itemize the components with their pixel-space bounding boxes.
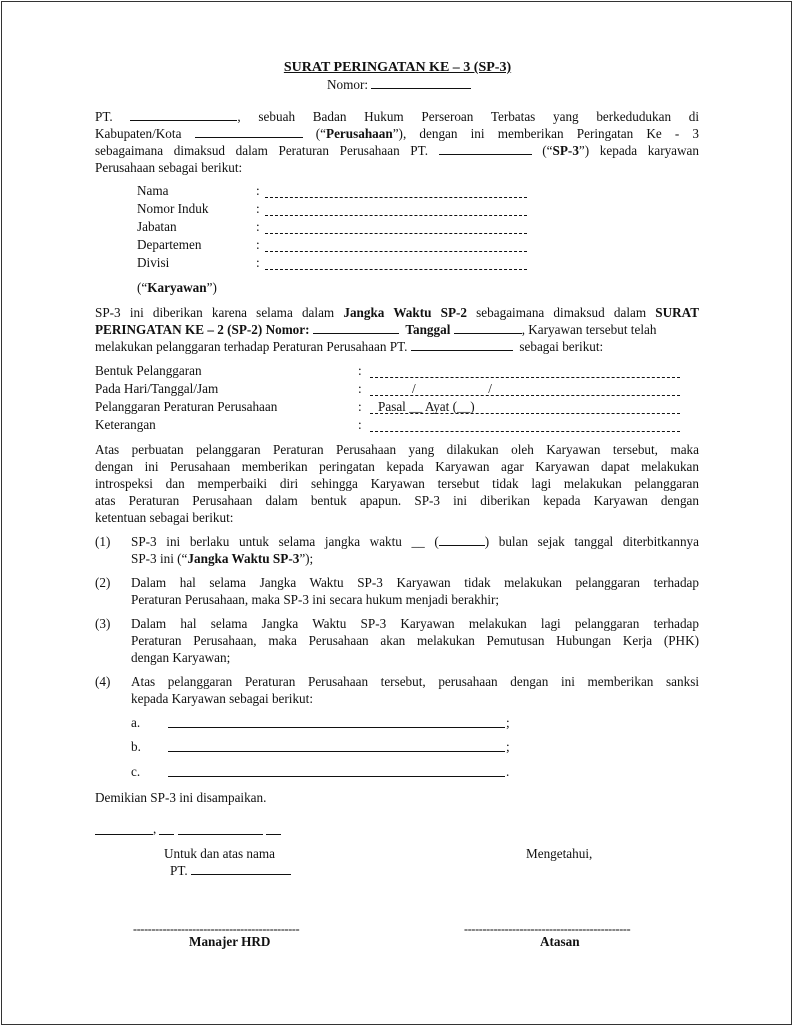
term-3-line-2: Peraturan Perusahaan, maka Perusahaan akan melakukan Pemutusan Hubungan Kerja (PHK) xyxy=(131,633,699,648)
sp2-number-blank[interactable] xyxy=(313,321,399,334)
nama-input-line[interactable] xyxy=(265,197,527,198)
city-blank[interactable] xyxy=(195,125,303,138)
term-1-line-2: SP-3 ini (“Jangka Waktu SP-3”); xyxy=(131,551,314,566)
warning-line-5: ketentuan sebagai berikut: xyxy=(95,510,234,525)
nomor-blank[interactable] xyxy=(371,77,471,89)
term-3-number: (3) xyxy=(95,616,111,631)
company-name-blank[interactable] xyxy=(130,108,237,121)
warning-line-3: introspeksi dan memperbaiki diri sehingga Karyawan tersebut tidak lagi melakukan pelanggaran xyxy=(95,476,699,491)
term-1-number: (1) xyxy=(95,534,111,549)
year-input-line[interactable] xyxy=(266,834,281,835)
violation-form-input-line[interactable] xyxy=(370,377,680,378)
term-3-line-3: dengan Karyawan; xyxy=(131,650,231,665)
nomor-label: Nomor: xyxy=(327,77,369,92)
nomor-row xyxy=(327,76,471,93)
field-colon: : xyxy=(256,201,260,216)
pasal-ayat-text[interactable]: Pasal __ Ayat (__) xyxy=(378,399,475,414)
sanction-c-input-line[interactable] xyxy=(168,776,505,777)
divisi-input-line[interactable] xyxy=(265,269,527,270)
sanction-b-end: ; xyxy=(506,739,510,754)
term-2-line-1: Dalam hal selama Jangka Waktu SP-3 Karyawan tidak melakukan pelanggaran terhadap xyxy=(131,575,699,590)
field-label-departemen: Departemen xyxy=(137,237,202,252)
field-label-nomor-induk: Nomor Induk xyxy=(137,201,209,216)
field-colon: : xyxy=(256,183,260,198)
sanction-a-label: a. xyxy=(131,715,141,730)
violation-colon: : xyxy=(358,399,362,414)
date-comma: , xyxy=(153,821,157,836)
warning-line-1: Atas perbuatan pelanggaran Peraturan Perusahaan yang dilakukan oleh Karyawan tersebut, maka xyxy=(95,442,699,457)
sign-left-caption: Untuk dan atas nama xyxy=(164,846,275,861)
violation-label-form: Bentuk Pelanggaran xyxy=(95,363,202,378)
sanction-b-label: b. xyxy=(131,739,141,754)
intro-line-4: Perusahaan sebagai berikut: xyxy=(95,160,243,175)
violation-label-notes: Keterangan xyxy=(95,417,156,432)
term-4-line-2: kepada Karyawan sebagai berikut: xyxy=(131,691,313,706)
intro-line-3: sebagaimana dimaksud dalam Peraturan Perusahaan PT. (“SP-3”) kepada karyawan xyxy=(95,143,699,158)
departemen-input-line[interactable] xyxy=(265,251,527,252)
intro-line-1: PT. , sebuah Badan Hukum Perseroan Terbatas yang berkedudukan di xyxy=(95,109,700,124)
violation-label-regulation: Pelanggaran Peraturan Perusahaan xyxy=(95,399,278,414)
duration-words-blank[interactable] xyxy=(439,533,485,546)
violation-label-datetime: Pada Hari/Tanggal/Jam xyxy=(95,381,219,396)
document-title: SURAT PERINGATAN KE – 3 (SP-3) xyxy=(283,60,512,75)
nomor-induk-input-line[interactable] xyxy=(265,215,527,216)
intro-line-2: Kabupaten/Kota (“Perusahaan”), dengan ini memberikan Peringatan Ke - 3 xyxy=(95,126,700,141)
sanction-c-end: . xyxy=(506,764,510,779)
violation-colon: : xyxy=(358,417,362,432)
term-3-line-1: Dalam hal selama Jangka Waktu SP-3 Karyawan melakukan lagi pelanggaran terhadap xyxy=(131,616,699,631)
field-colon: : xyxy=(256,255,260,270)
date-slashes: / / xyxy=(412,381,492,396)
term-4-number: (4) xyxy=(95,674,111,689)
company-regulation-blank[interactable] xyxy=(439,142,532,155)
place-input-line[interactable] xyxy=(95,834,153,835)
violation-notes-input-line[interactable] xyxy=(370,431,680,432)
warning-line-4: atas Peraturan Perusahaan dalam bentuk apapun. SP-3 ini diberikan kepada Karyawan dengan xyxy=(95,493,699,508)
sign-right-role: Atasan xyxy=(540,934,580,949)
sign-left-signature-line[interactable]: --------------------------------------------- xyxy=(133,922,300,936)
violation-colon: : xyxy=(358,381,362,396)
sanction-a-end: ; xyxy=(506,715,510,730)
sanction-b-input-line[interactable] xyxy=(168,751,505,752)
term-2-number: (2) xyxy=(95,575,111,590)
sanction-a-input-line[interactable] xyxy=(168,727,505,728)
sign-right-signature-line[interactable]: --------------------------------------------- xyxy=(464,922,631,936)
sign-left-role: Manajer HRD xyxy=(189,934,271,949)
month-input-line[interactable] xyxy=(178,834,263,835)
closing-text: Demikian SP-3 ini disampaikan. xyxy=(95,790,267,805)
field-label-jabatan: Jabatan xyxy=(137,219,177,234)
sp2-date-blank[interactable] xyxy=(454,321,522,334)
field-colon: : xyxy=(256,219,260,234)
sanction-c-label: c. xyxy=(131,764,141,779)
reason-line-3: melakukan pelanggaran terhadap Peraturan Perusahaan PT. sebagai berikut: xyxy=(95,339,604,354)
day-input-line[interactable] xyxy=(159,834,174,835)
regulation-company-blank[interactable] xyxy=(411,338,513,351)
reason-line-2: PERINGATAN KE – 2 (SP-2) Nomor: Tanggal , Karyawan tersebut telah xyxy=(95,322,657,337)
karyawan-definition: (“Karyawan”) xyxy=(137,280,217,295)
sign-right-caption: Mengetahui, xyxy=(526,846,593,861)
field-label-divisi: Divisi xyxy=(137,255,170,270)
reason-line-1: SP-3 ini diberikan karena selama dalam Jangka Waktu SP-2 sebagaimana dimaksud dalam SURAT xyxy=(95,305,700,320)
sign-left-company: PT. xyxy=(170,862,291,879)
field-colon: : xyxy=(256,237,260,252)
field-label-nama: Nama xyxy=(137,183,169,198)
term-2-line-2: Peraturan Perusahaan, maka SP-3 ini secara hukum menjadi berakhir; xyxy=(131,592,500,607)
warning-line-2: dengan ini Perusahaan memberikan peringatan kepada Karyawan agar Karyawan dapat melakukan xyxy=(95,459,699,474)
term-1-line-1: SP-3 ini berlaku untuk selama jangka waktu __ ( ) bulan sejak tanggal diterbitkannya xyxy=(131,534,700,549)
jabatan-input-line[interactable] xyxy=(265,233,527,234)
sign-company-blank[interactable] xyxy=(191,862,291,875)
violation-colon: : xyxy=(358,363,362,378)
term-4-line-1: Atas pelanggaran Peraturan Perusahaan tersebut, perusahaan dengan ini memberikan sanksi xyxy=(131,674,699,689)
